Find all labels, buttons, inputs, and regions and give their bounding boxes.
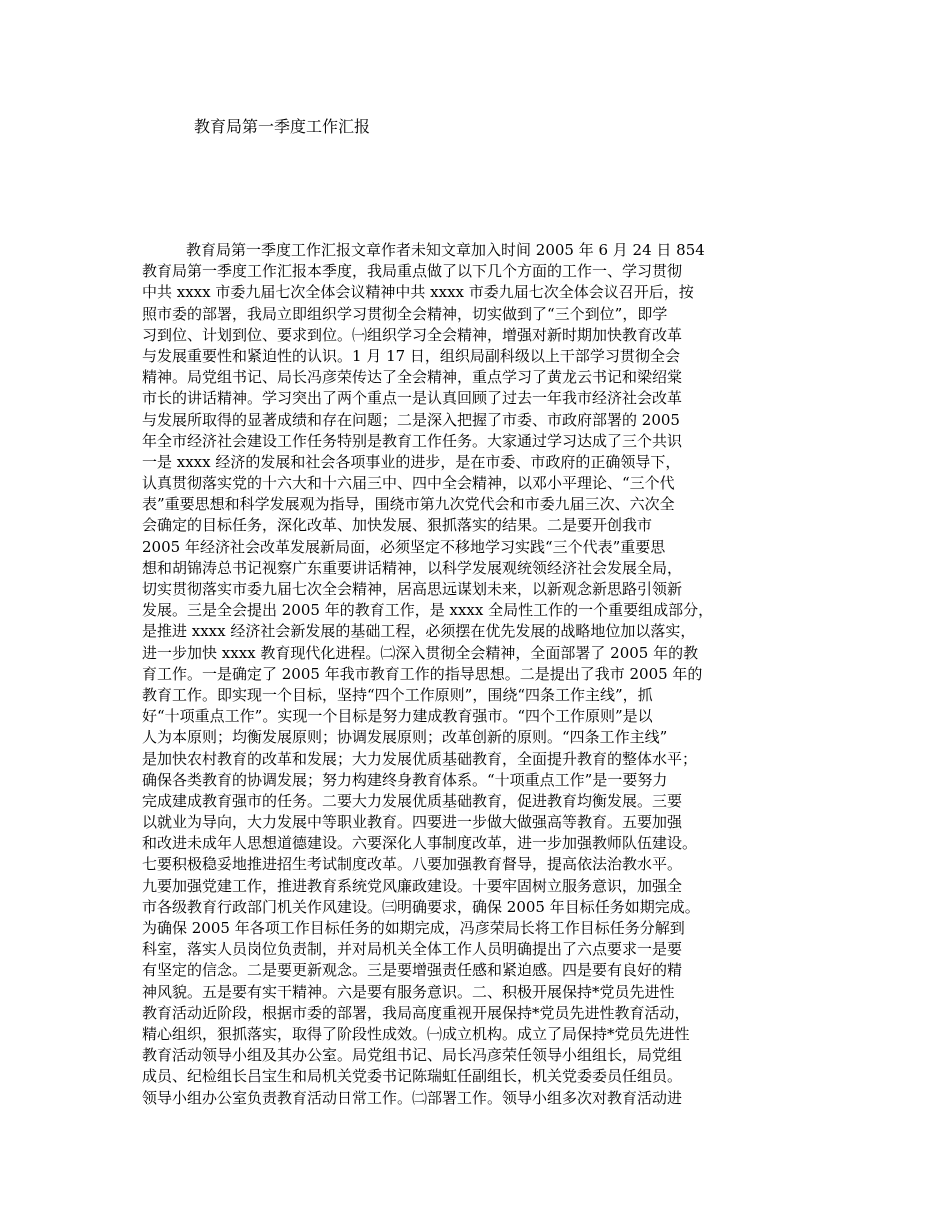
- body-text-line: 中共 xxxx 市委九届七次全体会议精神中共 xxxx 市委九届七次全体会议召开后，按: [142, 283, 694, 302]
- document-title: 教育局第一季度工作汇报: [194, 117, 371, 136]
- body-text-line: 2005 年经济社会改革发展新局面，必须坚定不移地学习实践“三个代表”重要思: [142, 537, 666, 556]
- body-text-line: 切实贯彻落实市委九届七次全会精神，居高思远谋划未来，以新观念新思路引领新: [142, 580, 683, 598]
- document-body: [142, 240, 832, 1109]
- body-text-line: 教育工作。即实现一个目标，坚持“四个工作原则”，围绕“四条工作主线”，抓: [142, 685, 653, 704]
- body-text-line: 教育局第一季度工作汇报文章作者未知文章加入时间 2005 年 6 月 24 日 854: [186, 241, 705, 259]
- body-text-line: 和改进未成年人思想道德建设。六要深化人事制度改革，进一步加强教师队伍建设。: [142, 834, 698, 853]
- body-text-line: 是加快农村教育的改革和发展；大力发展优质基础教育，全面提升教育的整体水平；: [142, 749, 698, 768]
- body-text-line: 一是 xxxx 经济的发展和社会各项事业的进步，是在市委、市政府的正确领导下，: [142, 452, 681, 471]
- body-text-line: 完成建成教育强市的任务。二要大力发展优质基础教育，促进教育均衡发展。三要: [142, 791, 683, 810]
- body-text-line: 精心组织，狠抓落实，取得了阶段性成效。㈠成立机构。成立了局保持*党员先进性: [142, 1024, 690, 1043]
- body-text-line: 照市委的部署，我局立即组织学习贯彻全会精神，切实做到了“三个到位”，即学: [142, 304, 668, 323]
- body-text-line: 以就业为导向，大力发展中等职业教育。四要进一步做大做强高等教育。五要加强: [142, 813, 683, 832]
- body-text-line: 年全市经济社会建设工作任务特别是教育工作任务。大家通过学习达成了三个共识: [142, 431, 683, 450]
- body-text-line: 九要加强党建工作，推进教育系统党风廉政建设。十要牢固树立服务意识，加强全: [142, 876, 683, 895]
- body-text-line: 科室，落实人员岗位负责制，并对局机关全体工作人员明确提出了六点要求一是要: [142, 940, 683, 959]
- body-text-line: 教育局第一季度工作汇报本季度，我局重点做了以下几个方面的工作一、学习贯彻: [142, 262, 683, 281]
- body-text-line: 教育活动领导小组及其办公室。局党组书记、局长冯彦荣任领导小组组长，局党组: [142, 1046, 683, 1065]
- body-text-line: 想和胡锦涛总书记视察广东重要讲话精神，以科学发展观统领经济社会发展全局，: [142, 558, 683, 577]
- body-text-line: 神风貌。五是要有实干精神。六是要有服务意识。二、积极开展保持*党员先进性: [142, 982, 675, 1001]
- body-text-line: 育工作。一是确定了 2005 年我市教育工作的指导思想。二是提出了我市 2005 年的: [142, 664, 703, 683]
- body-text-line: 发展。三是全会提出 2005 年的教育工作，是 xxxx 全局性工作的一个重要组成部分，: [142, 601, 714, 620]
- body-text-line: 与发展重要性和紧迫性的认识。1 月 17 日，组织局副科级以上干部学习贯彻全会: [142, 346, 680, 365]
- body-text-line: 成员、纪检组长吕宝生和局机关党委书记陈瑞虹任副组长，机关党委委员任组员。: [142, 1067, 683, 1086]
- body-text-line: 确保各类教育的协调发展；努力构建终身教育体系。“十项重点工作”是一要努力: [142, 770, 668, 789]
- body-text-line: 好“十项重点工作”。实现一个目标是努力建成教育强市。“四个工作原则”是以: [142, 707, 653, 726]
- body-text-line: 市各级教育行政部门机关作风建设。㈢明确要求，确保 2005 年目标任务如期完成。: [142, 897, 700, 916]
- body-text-line: 认真贯彻落实党的十六大和十六届三中、四中全会精神，以邓小平理论、“三个代: [142, 474, 675, 493]
- body-text-line: 习到位、计划到位、要求到位。㈠组织学习全会精神，增强对新时期加快教育改革: [142, 325, 683, 344]
- body-text-line: 是推进 xxxx 经济社会新发展的基础工程，必须摆在优先发展的战略地位加以落实，: [142, 622, 696, 641]
- body-text-line: 市长的讲话精神。学习突出了两个重点一是认真回顾了过去一年我市经济社会改革: [142, 389, 683, 408]
- body-text-line: 有坚定的信念。二是要更新观念。三是要增强责任感和紧迫感。四是要有良好的精: [142, 961, 683, 980]
- body-text-line: 精神。局党组书记、局长冯彦荣传达了全会精神，重点学习了黄龙云书记和梁绍棠: [142, 368, 683, 387]
- body-text-line: 为确保 2005 年各项工作目标任务的如期完成，冯彦荣局长将工作目标任务分解到: [142, 919, 685, 937]
- body-text-line: 领导小组办公室负责教育活动日常工作。㈡部署工作。领导小组多次对教育活动进: [142, 1088, 683, 1107]
- body-text-line: 教育活动近阶段，根据市委的部署，我局高度重视开展保持*党员先进性教育活动，: [142, 1003, 690, 1022]
- body-text-line: 七要积极稳妥地推进招生考试制度改革。八要加强教育督导，提高依法治教水平。: [142, 855, 683, 874]
- body-text-line: 人为本原则；均衡发展原则；协调发展原则；改革创新的原则。“四条工作主线”: [142, 728, 668, 747]
- body-text-line: 进一步加快 xxxx 教育现代化进程。㈡深入贯彻全会精神，全面部署了 2005 年的教: [142, 643, 699, 662]
- body-text-line: 表”重要思想和科学发展观为指导，围绕市第九次党代会和市委九届三次、六次全: [142, 495, 675, 514]
- body-text-line: 与发展所取得的显著成绩和存在问题；二是深入把握了市委、市政府部署的 2005: [142, 410, 680, 429]
- body-text-line: 会确定的目标任务，深化改革、加快发展、狠抓落实的结果。二是要开创我市: [142, 516, 653, 535]
